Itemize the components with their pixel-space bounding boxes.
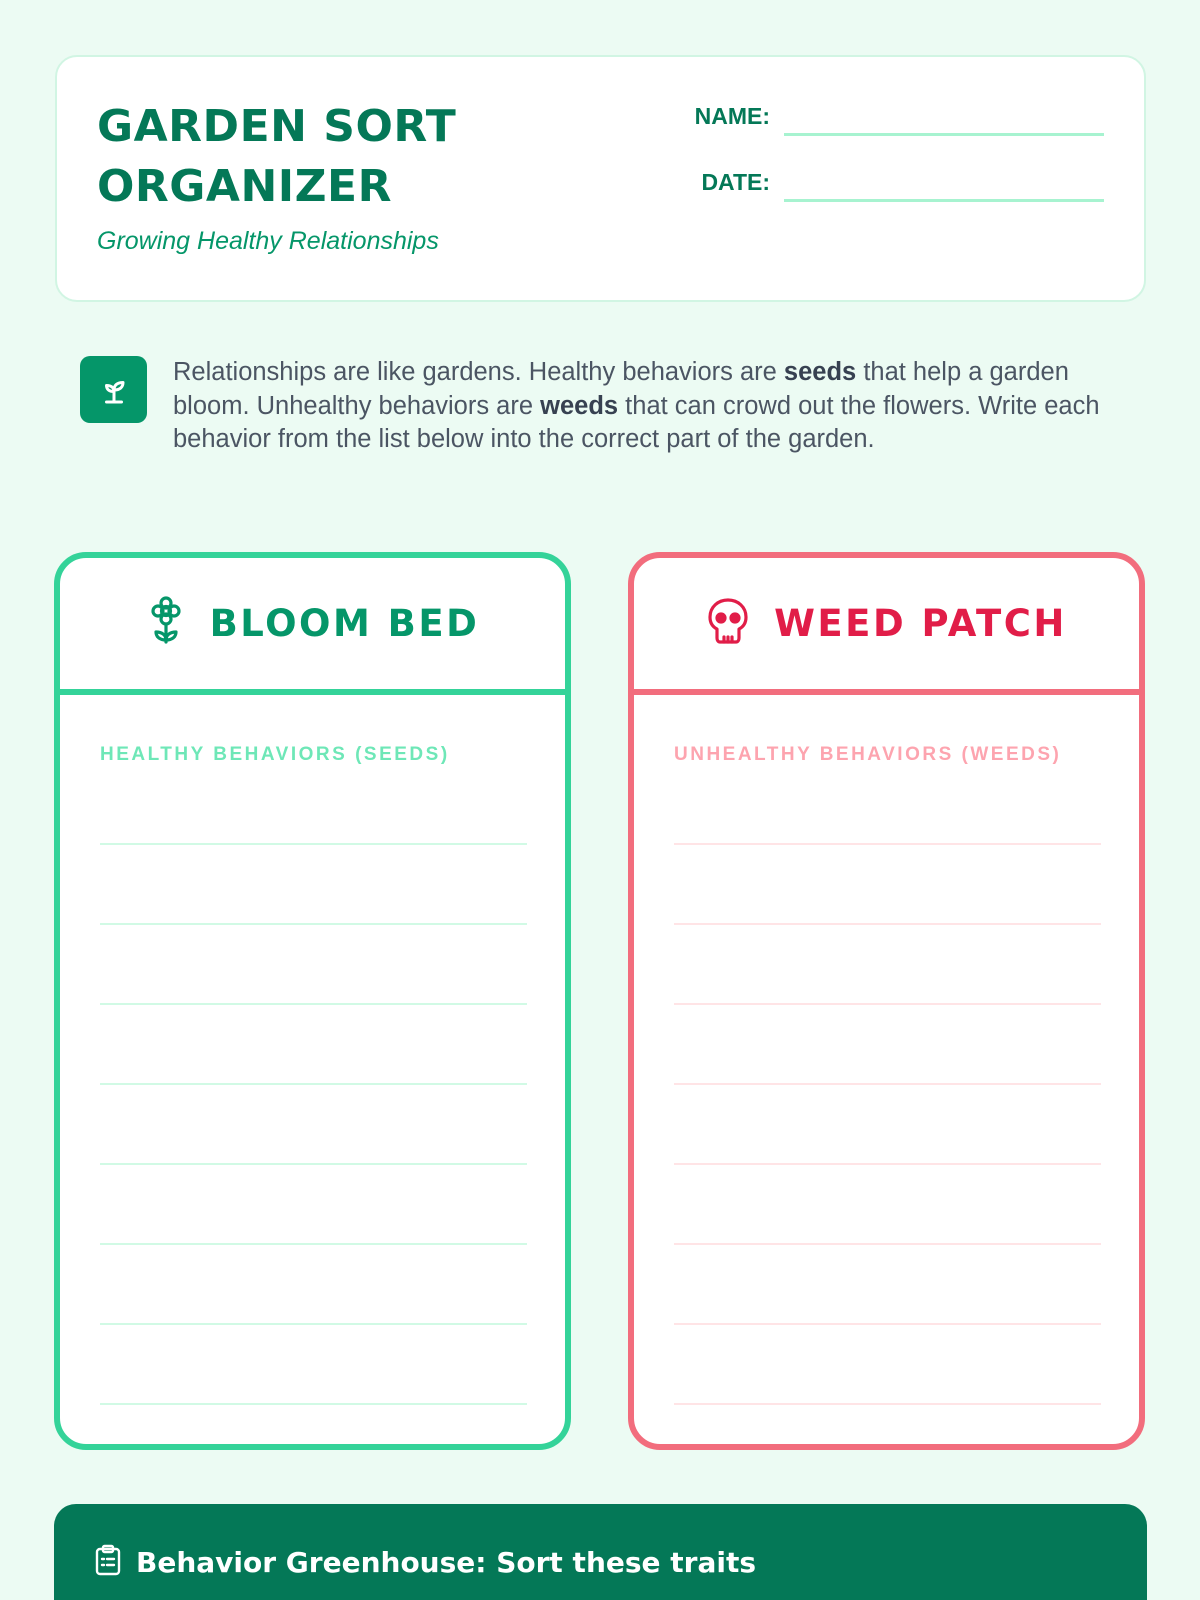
write-line[interactable] <box>674 1243 1101 1245</box>
write-line[interactable] <box>100 1083 527 1085</box>
flower-icon <box>146 596 186 651</box>
write-line[interactable] <box>100 1403 527 1405</box>
write-line[interactable] <box>100 1243 527 1245</box>
date-input-line[interactable] <box>784 172 1104 202</box>
write-line[interactable] <box>100 923 527 925</box>
seedling-icon <box>80 356 147 423</box>
write-line[interactable] <box>674 1083 1101 1085</box>
greenhouse-header <box>94 1544 756 1581</box>
instructions-text: Relationships are like gardens. Healthy behaviors are seeds that help a garden bloom. Unhealthy behaviors are weeds that can crowd out the flowers. Write each behavior from the list below into the correct part of the garden. <box>173 358 1100 453</box>
date-label: DATE: <box>701 169 770 195</box>
write-line[interactable] <box>100 1003 527 1005</box>
write-line[interactable] <box>674 1403 1101 1405</box>
greenhouse-title: Behavior Greenhouse: Sort these traits <box>136 1546 757 1579</box>
bloom-bed-subtitle: HEALTHY BEHAVIORS (SEEDS) <box>100 744 450 765</box>
write-line[interactable] <box>674 1163 1101 1165</box>
date-field <box>680 169 1104 202</box>
weed-patch-header <box>634 558 1139 695</box>
weed-patch-panel <box>628 552 1145 1450</box>
name-label: NAME: <box>694 103 770 129</box>
name-field <box>680 103 1104 136</box>
bloom-bed-title: BLOOM BED <box>209 602 480 645</box>
bloom-bed-header <box>60 558 565 695</box>
write-line[interactable] <box>674 1003 1101 1005</box>
write-line[interactable] <box>674 1323 1101 1325</box>
page-subtitle: Growing Healthy Relationships <box>97 227 439 255</box>
behavior-greenhouse <box>54 1504 1147 1600</box>
weed-patch-title: WEED PATCH <box>774 602 1067 645</box>
write-line[interactable] <box>100 1323 527 1325</box>
write-line[interactable] <box>100 843 527 845</box>
weed-patch-subtitle: UNHEALTHY BEHAVIORS (WEEDS) <box>674 744 1062 765</box>
bloom-bed-panel <box>54 552 571 1450</box>
write-line[interactable] <box>674 923 1101 925</box>
header-card <box>55 55 1146 302</box>
name-input-line[interactable] <box>784 106 1104 136</box>
skull-icon <box>706 596 750 651</box>
page-title: GARDEN SORT ORGANIZER <box>97 101 457 212</box>
instructions <box>80 356 1120 457</box>
write-line[interactable] <box>674 843 1101 845</box>
clipboard-icon <box>94 1544 122 1581</box>
write-line[interactable] <box>100 1163 527 1165</box>
